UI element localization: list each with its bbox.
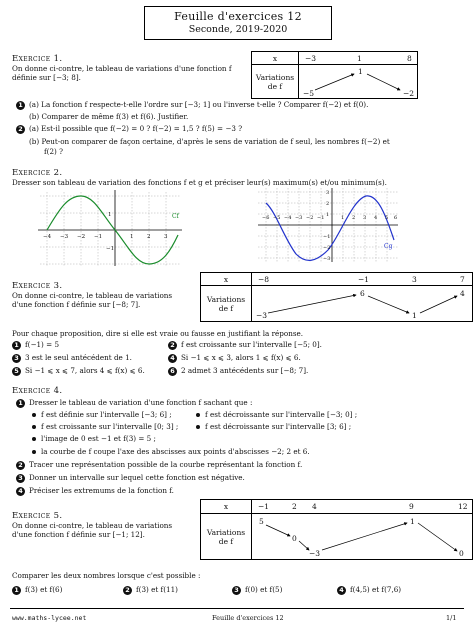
x-value: −1 (258, 502, 270, 511)
prop-item: 5 Si −1 ⩽ x ⩽ 7, alors 4 ⩽ f(x) ⩽ 6. (12, 366, 145, 376)
x-label: x (252, 52, 299, 65)
compare-item: 1 f(3) et f(6) (12, 585, 62, 595)
y-tick: 3 (326, 190, 330, 196)
x-tick: −5 (273, 215, 281, 221)
x-tick: −2 (77, 234, 86, 240)
x-tick: 1 (341, 215, 345, 221)
compare-item: 2 f(3) et f(11) (123, 585, 178, 595)
x-value: 9 (409, 502, 414, 511)
ex5-intro-line1: On donne ci-contre, le tableau de variations (12, 521, 173, 530)
ex4-q2: Tracer une représentation possible de la courbe représentant la fonction f. (29, 460, 303, 469)
question-number: 4 (16, 487, 25, 496)
ex2-title: Exercice 2. (12, 168, 63, 178)
question-number: 1 (16, 399, 25, 408)
ex3-instruction: Pour chaque proposition, dire si elle est vraie ou fausse en justifiant la réponse. (12, 329, 304, 338)
variation-value: 1 (358, 67, 363, 76)
y-tick: −1 (106, 246, 115, 252)
variation-arrows (252, 514, 472, 560)
graph-g (256, 186, 400, 264)
x-value: 2 (292, 502, 297, 511)
ex5-instruction: Comparer les deux nombres lorsque c'est possible : (12, 571, 201, 580)
ex4-bullet: f est décroissante sur l'intervalle [−3; 0] ; (196, 410, 357, 419)
ex5-title: Exercice 5. (12, 511, 63, 521)
ex4-bullet: f est croissante sur l'intervalle [0; 3] ; (32, 422, 178, 431)
question-number: 1 (16, 101, 25, 110)
row-label: de f (218, 303, 234, 313)
variation-value: 1 (410, 517, 415, 526)
row-label: Variations (206, 527, 246, 537)
variation-value: 4 (460, 289, 465, 298)
variation-value: −3 (309, 549, 321, 558)
variation-arrows (299, 65, 417, 99)
y-tick: −2 (323, 245, 331, 251)
row-label: Variations (255, 72, 295, 82)
x-tick: 5 (385, 215, 389, 221)
x-value: −8 (258, 275, 270, 284)
ex4-q1: Dresser le tableau de variation d'une fonction f sachant que : (29, 398, 253, 407)
ex4-q4: Préciser les extremums de la fonction f. (29, 486, 174, 495)
ex4-bullet: f est définie sur l'intervalle [−3; 6] ; (32, 410, 172, 419)
page-title: Feuille d'exercices 12 (174, 10, 302, 23)
x-tick: −6 (262, 215, 270, 221)
ex4-bullet: la courbe de f coupe l'axe des abscisses aux points d'abscisses −2; 2 et 6. (32, 447, 310, 456)
footer-title: Feuille d'exercices 12 (212, 614, 284, 622)
ex4-bullet: f est décroissante sur l'intervalle [3; 6] ; (196, 422, 351, 431)
curve-f-label: Cf (172, 213, 179, 220)
curve-g-label: Cg (384, 243, 393, 250)
row-label: de f (267, 81, 283, 91)
prop-item: 4 Si −1 ⩽ x ⩽ 3, alors 1 ⩽ f(x) ⩽ 6. (168, 353, 301, 363)
ex4-q3: Donner un intervalle sur lequel cette fonction est négative. (29, 473, 245, 482)
x-tick: −3 (60, 234, 69, 240)
x-tick: 1 (130, 234, 134, 240)
x-value: −1 (358, 275, 370, 284)
x-tick: 2 (352, 215, 356, 221)
ex1-q2b-line1: (b) Peut-on comparer de façon certaine, d'après le sens de variation de f seul, les nombres f(−2) et (29, 137, 390, 146)
x-tick: −1 (317, 215, 325, 221)
ex1-q1b: (b) Comparer de même f(3) et f(6). Justifier. (29, 112, 189, 121)
y-tick: −3 (323, 256, 331, 262)
ex3-title: Exercice 3. (12, 281, 63, 291)
ex3-intro-line1: On donne ci-contre, le tableau de variations (12, 291, 173, 300)
x-value: 4 (312, 502, 317, 511)
page-number: 1/1 (446, 614, 457, 622)
x-tick: 3 (164, 234, 168, 240)
ex1-q1a: (a) La fonction f respecte-t-elle l'ordre sur [−3; 1] ou l'inverse t-elle ? Comparer f(−2) et f(0). (29, 100, 369, 109)
y-tick: −1 (323, 234, 331, 240)
x-tick: 2 (147, 234, 151, 240)
question-number: 2 (16, 461, 25, 470)
ex5-variation-table (200, 499, 473, 560)
x-value: −3 (305, 54, 317, 63)
ex1-intro-line1: On donne ci-contre, le tableau de variations d'une fonction f (12, 64, 232, 73)
y-tick: 1 (326, 212, 330, 218)
x-value: 1 (357, 54, 362, 63)
title-box (144, 6, 332, 40)
ex4-title: Exercice 4. (12, 386, 63, 396)
x-value: 8 (407, 54, 412, 63)
variation-value: 1 (412, 311, 417, 320)
ex3-intro-line2: d'une fonction f définie sur [−8; 7]. (12, 300, 141, 309)
x-tick: 6 (394, 215, 398, 221)
ex4-bullet: l'image de 0 est −1 et f(3) = 5 ; (32, 434, 156, 443)
prop-item: 1 f(−1) = 5 (12, 340, 59, 350)
footer-rule (10, 608, 464, 609)
x-tick: −1 (94, 234, 103, 240)
question-number: 2 (16, 125, 25, 134)
variation-value: 5 (259, 517, 264, 526)
graph-f (36, 188, 184, 266)
ex1-variation-table (251, 51, 418, 99)
variation-value: 6 (360, 289, 365, 298)
x-label: x (201, 273, 252, 286)
prop-item: 3 3 est le seul antécédent de 1. (12, 353, 132, 363)
row-label: Variations (206, 294, 246, 304)
question-number: 3 (16, 474, 25, 483)
row-label: de f (218, 536, 234, 546)
x-tick: −3 (295, 215, 303, 221)
page-subtitle: Seconde, 2019-2020 (188, 24, 288, 35)
variation-value: −3 (256, 311, 268, 320)
x-tick: 4 (374, 215, 378, 221)
variation-value: −2 (403, 89, 415, 98)
x-tick: −4 (43, 234, 52, 240)
variation-value: −5 (303, 89, 315, 98)
variation-value: 0 (292, 534, 297, 543)
footer-website[interactable]: www.maths-lycee.net (12, 614, 87, 622)
prop-item: 6 2 admet 3 antécédents sur [−8; 7]. (168, 366, 308, 376)
ex1-intro-line2: définie sur [−3; 8]. (12, 73, 81, 82)
ex1-q2b-line2: f(2) ? (44, 147, 63, 156)
ex3-variation-table (200, 272, 473, 322)
graph-f-grid (40, 192, 180, 266)
ex2-text: Dresser son tableau de variation des fonctions f et g et préciser leur(s) maximum(s) et/ou minimum(s). (12, 178, 387, 187)
ex1-q2a: (a) Est-il possible que f(−2) = 0 ? f(−2) = 1,5 ? f(5) = −3 ? (29, 124, 243, 133)
ex1-title: Exercice 1. (12, 54, 63, 64)
x-value: 12 (458, 502, 468, 511)
ex5-intro-line2: d'une fonction f définie sur [−1; 12]. (12, 530, 145, 539)
variation-arrows (252, 286, 472, 322)
x-value: 3 (412, 275, 417, 284)
compare-item: 3 f(0) et f(5) (232, 585, 282, 595)
variation-value: 0 (459, 549, 464, 558)
x-tick: 3 (363, 215, 367, 221)
x-tick: −2 (306, 215, 314, 221)
x-value: 7 (460, 275, 465, 284)
prop-item: 2 f est croissante sur l'intervalle [−5; 0]. (168, 340, 322, 350)
x-tick: −4 (284, 215, 292, 221)
x-label: x (201, 500, 252, 514)
y-tick: 1 (108, 212, 112, 218)
compare-item: 4 f(4,5) et f(7,6) (337, 585, 401, 595)
y-tick: 2 (326, 201, 330, 207)
